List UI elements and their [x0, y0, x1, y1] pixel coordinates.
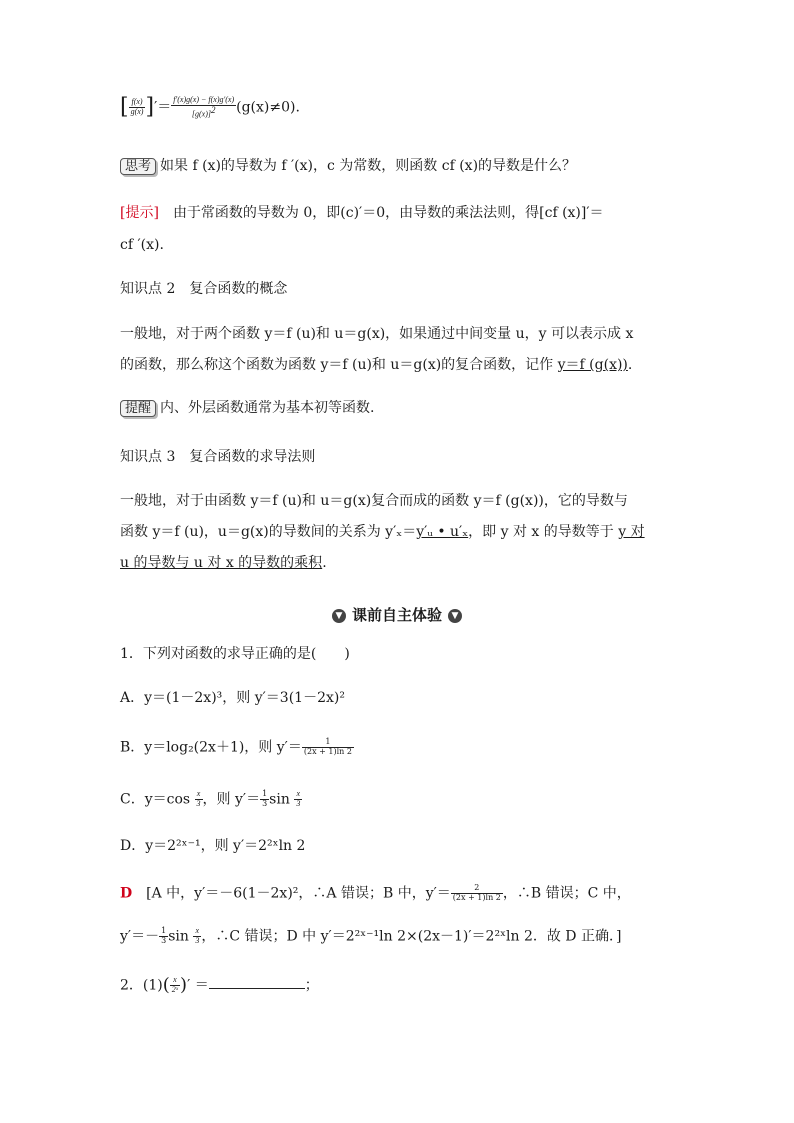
q1-sol-den: (2x + 1)ln 2: [452, 892, 501, 902]
chain-rule-desc-2: u 的导数与 u 对 x 的导数的乘积: [120, 555, 323, 571]
q1-option-c: [120, 790, 302, 809]
q2-answer-blank[interactable]: [209, 976, 305, 989]
q1-sol2-arg-num: x: [193, 927, 201, 937]
q2-stem-a: 2．(1): [120, 977, 163, 994]
reminder-block: [120, 400, 374, 417]
lhs-den: g(x): [130, 107, 144, 117]
kp3-para-3: [120, 556, 327, 570]
kp3-para-2-b: ，即 y 对 x 的导数等于: [468, 524, 619, 540]
hint-text-1: 由于常函数的导数为 0，即(c)′＝0，由导数的乘法法则，得[cf (x)]′＝: [172, 205, 604, 221]
hint-tag: [提示]: [120, 205, 159, 221]
quotient-condition: (g(x)≠0).: [236, 99, 300, 116]
q1-b-num: 1: [302, 738, 354, 748]
rhs-den: [g(x)]: [191, 109, 211, 119]
q2-stem-b: ′ ＝: [187, 977, 209, 994]
q1-solution-2-b: sin: [168, 928, 194, 945]
q1-solution-2-c: ，∴C 错误；D 中 y′＝2²ˣ⁻¹ln 2×(2x－1)′＝2²ˣln 2．故 D 正确．]: [201, 928, 622, 945]
kp3-para-3-end: .: [322, 555, 327, 571]
q1-option-b-text: B．y＝log₂(2x＋1)，则 y′＝: [120, 739, 302, 756]
chain-rule-desc-1: y 对: [618, 524, 645, 540]
q1-c-arg-num: x: [195, 790, 203, 800]
q1-option-b: [120, 738, 354, 757]
hint-line-1: [120, 206, 604, 220]
think-text: 如果 f (x)的导数为 f ′(x)，c 为常数，则函数 cf (x)的导数是什么？: [160, 158, 577, 174]
q1-option-d: D．y＝2²ˣ⁻¹，则 y′＝2²ˣln 2: [120, 838, 306, 854]
q1-sol2-coef-num: 1: [161, 926, 167, 935]
hint-line-2: [120, 238, 164, 252]
q1-solution-1: [120, 884, 631, 903]
q2-frac-den: 2ˣ: [171, 984, 179, 994]
rhs-num: f′(x)g(x) − f(x)g′(x): [173, 95, 235, 104]
section-header: [0, 604, 794, 625]
kp2-para-1: 一般地，对于两个函数 y＝f (u)和 u＝g(x)，如果通过中间变量 u，y 可以表示成 x: [120, 326, 634, 342]
kp2-para-2-text: 的函数，那么称这个函数为函数 y＝f (u)和 u＝g(x)的复合函数，记作: [120, 357, 558, 373]
q1-c-arg2-den: 3: [296, 798, 301, 808]
quotient-rule: [ $\frac{f(x)}{g(x)}$ ]′＝ $\frac{f'(x)g(x) - f(x)g'(x)}{[g(x)]^2}$ (g(x)≠0).: [120, 94, 300, 120]
q2-stem-end: ；: [304, 977, 319, 994]
kp2-para-2-end: .: [627, 357, 633, 373]
think-tag: 思考: [120, 158, 156, 175]
q1-option-c-text: C．y＝cos: [120, 791, 195, 808]
q1-c-coef-num: 1: [262, 789, 268, 798]
chevron-down-icon: ▼: [332, 609, 346, 623]
q1-solution-1-b: ，∴B 错误；C 中，: [502, 885, 631, 902]
reminder-tag: 提醒: [120, 400, 156, 417]
q1-sol2-coef-den: 3: [161, 935, 167, 945]
kp3-title: 知识点 3 复合函数的求导法则: [120, 449, 316, 465]
composite-notation: y＝f (g(x)): [557, 357, 628, 373]
chain-rule-formula: y′ᵤ • u′ₓ: [416, 524, 469, 540]
q2-stem: 2．(1)( $\frac{x}{\text{2ˣ}}$ )′ ＝ ；: [120, 974, 319, 996]
q1-answer: D: [120, 885, 133, 902]
q1-option-c-mid: ，则 y′＝: [202, 791, 261, 808]
kp3-para-2-a: 函数 y＝f (u)，u＝g(x)的导数间的关系为 y′ₓ＝: [120, 524, 417, 540]
chevron-down-icon: ▼: [448, 609, 462, 623]
hint-text-2: cf ′(x).: [120, 237, 164, 253]
section-title: 课前自主体验: [351, 606, 442, 624]
kp2-para-2: [120, 358, 632, 372]
q1-stem: 1．下列对函数的求导正确的是( ): [120, 646, 350, 662]
think-block: [120, 158, 576, 175]
q1-sol-num: 2: [451, 884, 503, 894]
q1-solution-1-a: [A 中，y′＝－6(1－2x)²，∴A 错误；B 中，y′＝: [146, 885, 451, 902]
kp3-para-1: 一般地，对于由函数 y＝f (u)和 u＝g(x)复合而成的函数 y＝f (g(x))，它的导数与: [120, 493, 628, 509]
q1-b-den: (2x + 1)ln 2: [303, 746, 352, 756]
q1-sol2-arg-den: 3: [195, 935, 200, 945]
kp3-para-2: [120, 525, 645, 539]
q1-option-a: A．y＝(1－2x)³，则 y′＝3(1－2x)²: [120, 690, 345, 706]
q1-solution-2: [120, 927, 621, 946]
q1-c-arg-den: 3: [196, 798, 201, 808]
lhs-num: f(x): [129, 98, 146, 108]
q2-frac-num: x: [170, 976, 180, 986]
q1-c-coef-den: 3: [262, 798, 268, 808]
kp2-title: 知识点 2 复合函数的概念: [120, 281, 288, 297]
q1-solution-2-a: y′＝－: [120, 928, 160, 945]
q1-option-c-sin: sin: [269, 791, 295, 808]
q1-c-arg2-num: x: [294, 790, 302, 800]
reminder-text: 内、外层函数通常为基本初等函数.: [160, 400, 375, 416]
